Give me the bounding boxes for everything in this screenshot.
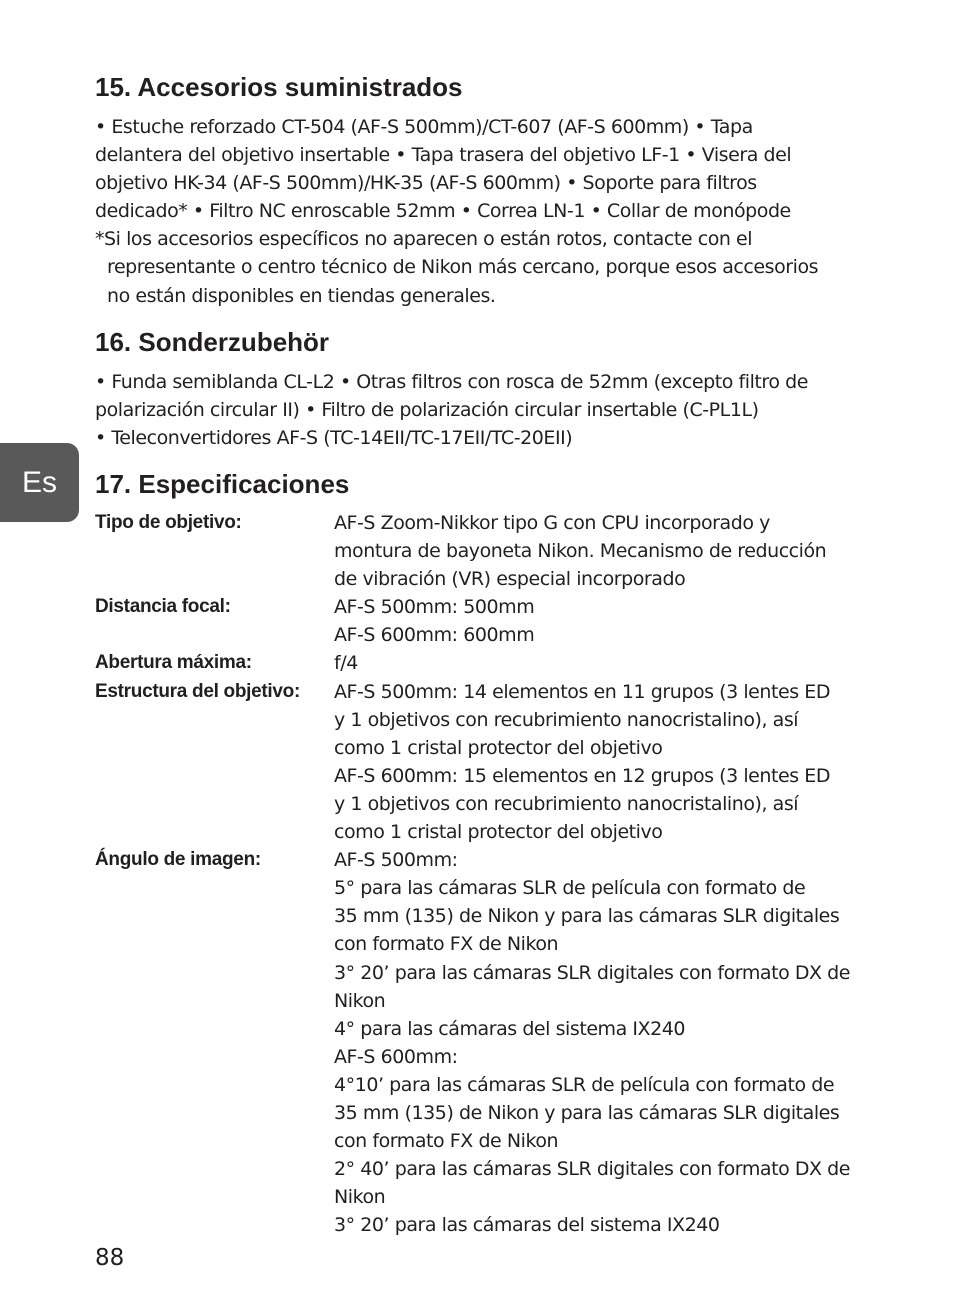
model-label: AF-S 600mm:	[334, 1045, 458, 1068]
spec-label: Estructura del objetivo:	[95, 680, 301, 702]
text-line	[334, 762, 885, 790]
footnote-line: no están disponibles en tiendas generales.	[107, 284, 496, 307]
model-label: AF-S 600mm:	[334, 764, 458, 787]
text-line	[334, 678, 885, 706]
spec-value	[334, 649, 885, 677]
section-17-title: 17. Especificaciones	[95, 469, 350, 499]
section-15-title: 15. Accesorios suministrados	[95, 72, 463, 102]
spec-value	[334, 846, 885, 1239]
text-line: y 1 objetivos con recubrimiento nanocristalino), así	[334, 792, 799, 815]
spec-row-estructura	[95, 678, 885, 847]
text-span: 15 elementos en 12 grupos (3 lentes ED	[457, 764, 831, 787]
footnote-line: *Si los accesorios específicos no aparecen o están rotos, contacte con el	[95, 228, 753, 251]
text-span: 14 elementos en 11 grupos (3 lentes ED	[457, 680, 831, 703]
text-line: 35 mm (135) de Nikon y para las cámaras SLR digitales	[334, 905, 840, 928]
text-line: de vibración (VR) especial incorporado	[334, 568, 686, 591]
model-label: AF-S 600mm:	[334, 624, 458, 647]
model-label: AF-S 500mm:	[334, 680, 458, 703]
text-line: y 1 objetivos con recubrimiento nanocristalino), así	[334, 708, 799, 731]
text-line: Nikon	[334, 1186, 386, 1209]
spec-label: Ángulo de imagen:	[95, 849, 261, 871]
footnote-line: representante o centro técnico de Nikon más cercano, porque esos accesorios	[107, 256, 819, 279]
page-number: 88	[95, 1245, 125, 1271]
spec-value	[334, 593, 885, 649]
focal-value: 500mm	[457, 596, 535, 619]
spec-row-tipo	[95, 509, 885, 593]
spec-label: Distancia focal:	[95, 596, 231, 618]
section-15-body	[95, 113, 885, 310]
spec-row-angulo	[95, 846, 885, 1239]
text-line	[334, 593, 885, 621]
text-line: con formato FX de Nikon	[334, 933, 559, 956]
text-line: • Funda semiblanda CL-L2 • Otras filtros con rosca de 52mm (excepto filtro de	[95, 371, 808, 393]
text-line: 3° 20’ para las cámaras SLR digitales con formato DX de	[334, 961, 851, 984]
text-line: delantera del objetivo insertable • Tapa trasera del objetivo LF-1 • Visera del	[95, 144, 792, 167]
spec-row-abertura	[95, 649, 885, 677]
text-line: objetivo HK-34 (AF-S 500mm)/HK-35 (AF-S 600mm) • Soporte para filtros	[95, 172, 757, 195]
text-line	[334, 621, 885, 649]
text-line: 35 mm (135) de Nikon y para las cámaras SLR digitales	[334, 1101, 840, 1124]
spec-value	[334, 678, 885, 847]
text-line: • Estuche reforzado CT-504 (AF-S 500mm)/CT-607 (AF-S 600mm) • Tapa	[95, 116, 753, 138]
model-label: AF-S 500mm:	[334, 596, 458, 619]
section-16-body	[95, 368, 885, 452]
text-line: dedicado* • Filtro NC enroscable 52mm • Correa LN-1 • Collar de monópode	[95, 200, 791, 223]
text-line: 2° 40’ para las cámaras SLR digitales con formato DX de	[334, 1158, 851, 1181]
spec-row-focal	[95, 593, 885, 649]
spec-label: Abertura máxima:	[95, 652, 252, 674]
text-line: como 1 cristal protector del objetivo	[334, 821, 663, 844]
text-line: AF-S Zoom-Nikkor tipo G con CPU incorporado y	[334, 512, 770, 534]
text-line: f/4	[334, 652, 358, 675]
spec-label: Tipo de objetivo:	[95, 512, 242, 533]
focal-value: 600mm	[457, 624, 535, 647]
model-label: AF-S 500mm:	[334, 849, 458, 872]
spec-value	[334, 509, 885, 593]
text-line: 4°10’ para las cámaras SLR de película con formato de	[334, 1073, 835, 1096]
text-line: 3° 20’ para las cámaras del sistema IX240	[334, 1214, 720, 1237]
text-line: con formato FX de Nikon	[334, 1130, 559, 1153]
section-16-title: 16. Sonderzubehör	[95, 327, 330, 357]
language-tab-es: Es	[0, 443, 79, 522]
text-line: polarización circular II) • Filtro de polarización circular insertable (C-PL1L)	[95, 399, 759, 422]
text-line: Nikon	[334, 989, 386, 1012]
text-line: • Teleconvertidores AF-S (TC-14EII/TC-17EII/TC-20EII)	[95, 427, 573, 450]
spec-table	[95, 509, 885, 1239]
text-line: 4° para las cámaras del sistema IX240	[334, 1017, 686, 1040]
text-line: montura de bayoneta Nikon. Mecanismo de reducción	[334, 540, 827, 563]
text-line: como 1 cristal protector del objetivo	[334, 736, 663, 759]
text-line: 5° para las cámaras SLR de película con formato de	[334, 877, 806, 900]
